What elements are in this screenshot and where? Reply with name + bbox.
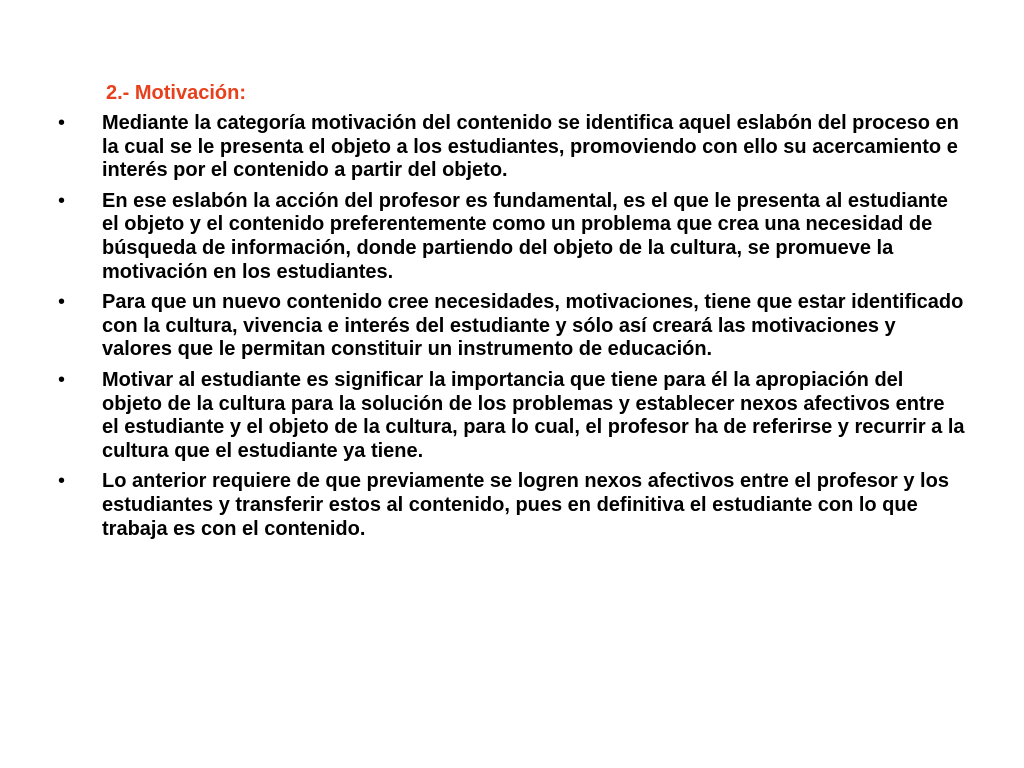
- bullet-marker-icon: •: [58, 470, 66, 493]
- bullet-marker-icon: •: [58, 189, 66, 212]
- bullet-item: [58, 470, 966, 541]
- bullet-marker-icon: •: [58, 291, 66, 314]
- bullet-text: Mediante la categoría motivación del contenido se identifica aquel eslabón del proceso en la cual se le presenta el objeto a los estudiantes, promoviendo con ello su acercamiento e interés por el contenido a partir del objeto.: [102, 112, 959, 182]
- bullet-text: Motivar al estudiante es significar la importancia que tiene para él la apropiación del objeto de la cultura para la solución de los problemas y establecer nexos afectivos entre el estudiante y el objeto de la cultura, para lo cual, el profesor ha de referirse y recurrir a la cultura que el estudiante ya tiene.: [102, 368, 965, 462]
- bullet-item: [58, 112, 966, 183]
- bullet-text: Lo anterior requiere de que previamente se logren nexos afectivos entre el profesor y los estudiantes y transferir estos al contenido, pues en definitiva el estudiante con lo que trabaja es con el contenido.: [102, 470, 949, 540]
- bullet-text: Para que un nuevo contenido cree necesidades, motivaciones, tiene que estar identificado con la cultura, vivencia e interés del estudiante y sólo así creará las motivaciones y valores que le permitan constituir un instrumento de educación.: [102, 291, 964, 361]
- bullet-text: En ese eslabón la acción del profesor es fundamental, es el que le presenta al estudiante el objeto y el contenido preferentemente como un problema que crea una necesidad de búsqueda de información, donde partiendo del objeto de la cultura, se promueve la motivación en los estudiantes.: [102, 189, 948, 283]
- bullet-item: [58, 291, 966, 362]
- bullet-marker-icon: •: [58, 368, 66, 391]
- bullet-item: [58, 190, 966, 284]
- bullet-list: [58, 112, 966, 548]
- bullet-item: [58, 369, 966, 463]
- section-heading: 2.- Motivación:: [106, 82, 247, 104]
- bullet-marker-icon: •: [58, 112, 66, 134]
